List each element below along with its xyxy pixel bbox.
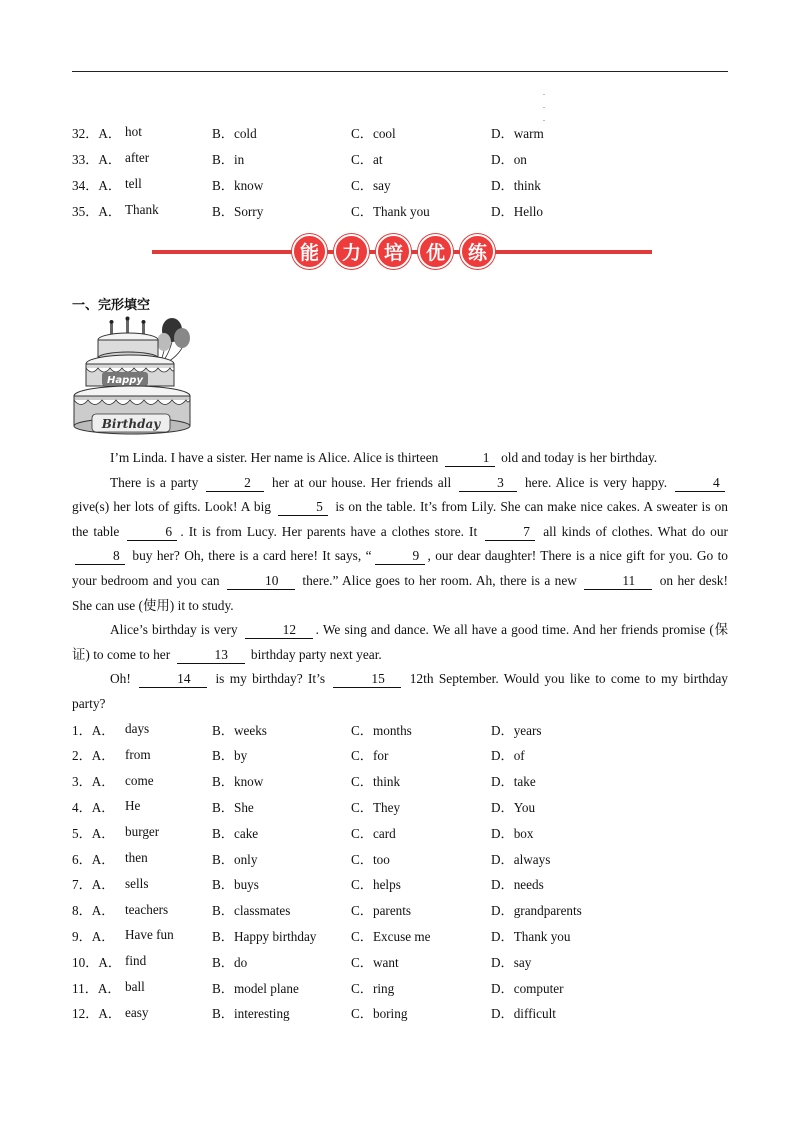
blank: 14 [139,671,207,688]
question-number: 2．A． [72,748,115,764]
question-row [72,796,728,816]
option-c: C．Excuse me [351,928,431,944]
passage-text: , our dear daughter! There is a nice gift for you. Go to your bedroom and you can [72,548,728,588]
blank: 5 [278,499,328,516]
option-a: from [125,746,151,762]
blank: 9 [375,548,425,565]
passage-text: old and today is her birthday. [501,450,658,465]
option-c: C．months [351,722,412,738]
passage-text: I’m Linda. I have a sister. Her name is Alice. Alice is thirteen [110,450,439,465]
option-c: C．boring [351,1006,408,1022]
option-b: B．only [212,851,258,867]
option-d: D．of [491,748,525,764]
question-row [72,745,728,765]
question-row [72,900,728,920]
question-row [72,1003,728,1023]
passage-text: is on the table. It’s from Lily. She can make nice cakes. A sweater is on the table [72,499,728,539]
option-b: B．classmates [212,903,291,919]
option-d: D．on [491,151,527,167]
option-a: He [125,798,141,814]
cake-bottom-text: Birthday [101,417,161,431]
option-a: Have fun [125,927,174,943]
option-d: D．think [491,177,541,193]
passage-text: birthday party next year. [250,646,382,662]
blank: 8 [75,548,125,565]
passage-text: is my birthday? It’s [215,671,326,687]
question-row [72,977,728,997]
option-d: D．always [491,851,551,867]
option-c: C．card [351,825,396,841]
option-a: then [125,850,148,865]
banner-char: 培 [376,234,411,269]
option-c: C．They [351,799,401,815]
option-d: D．grandparents [491,903,582,919]
question-number: 3．A． [72,774,115,790]
blank: 12 [245,622,313,639]
passage-text: her at our house. Her friends all [272,474,452,490]
question-row [72,822,728,842]
blank: 15 [333,671,401,688]
option-c: C．want [351,954,399,970]
paragraph [72,667,728,716]
passage-text: give(s) her lots of gifts. Look! A big [72,499,271,515]
blank: 13 [177,647,245,664]
option-c: C．parents [351,903,412,919]
ability-banner [152,234,652,270]
question-number: 11．A． [72,980,121,996]
option-b: B．in [212,151,245,167]
option-a: tell [125,176,142,191]
option-b: B．Sorry [212,203,264,219]
passage-text: buy her? Oh, there is a card here! It says, “ [132,548,372,564]
option-a: sells [125,875,149,891]
option-d: D．warm [491,125,544,141]
passage-text: here. Alice is very happy. [524,474,668,490]
question-row [72,925,728,945]
option-a: ball [125,979,145,994]
option-b: B．buys [212,877,259,893]
option-d: D．You [491,799,536,815]
option-c: C．at [351,151,383,167]
banner-char: 练 [460,234,495,269]
section-title: 一、完形填空 [72,298,151,313]
option-c: C．Thank you [351,203,430,219]
option-c: C．cool [351,125,396,141]
option-b: B．cake [212,825,259,841]
header-rule [72,71,728,72]
option-a: teachers [125,901,169,917]
question-row [72,122,728,142]
paragraph [72,471,728,619]
blank: 11 [584,573,652,590]
question-row [72,719,728,739]
question-row [72,848,728,868]
question-number: 34．A． [72,177,122,193]
question-row [72,148,728,168]
option-b: B．interesting [212,1006,290,1022]
question-row [72,200,728,220]
passage-text: 12th September. Would you like to come to my birthday party? [72,671,728,711]
blank: 3 [459,475,517,492]
option-b: B．Happy birthday [212,928,317,944]
option-c: C．ring [351,980,395,996]
option-d: D．Hello [491,203,544,219]
option-b: B．weeks [212,722,267,738]
question-number: 10．A． [72,954,122,970]
option-c: C．too [351,851,390,867]
question-row [72,951,728,971]
passage-text: . We sing and dance. We all have a good time. And her friends promise (保证) to come to her [72,622,728,662]
passage-text: on her desk! She can use (使用) it to study. [72,572,728,613]
option-d: D．say [491,954,532,970]
question-number: 4．A． [72,799,115,815]
option-c: C．think [351,774,401,790]
option-c: C．helps [351,877,401,893]
option-d: D．years [491,722,542,738]
question-row [72,771,728,791]
banner-char: 能 [292,234,327,269]
passage-text: There is a party [110,474,199,490]
question-row [72,174,728,194]
option-a: find [125,953,147,969]
passage-text: Oh! [110,671,131,687]
option-a: after [125,150,150,165]
blank: 10 [227,573,295,590]
question-number: 5．A． [72,825,115,841]
header-marks: . . . [543,88,545,123]
question-number: 1．A． [72,722,115,738]
question-number: 9．A． [72,928,115,944]
option-a: easy [125,1004,149,1020]
passage-text: there.” Alice goes to her room. Ah, there is a new [302,572,577,588]
question-number: 7．A． [72,877,115,893]
cake-top-text: Happy [107,375,143,386]
question-row [72,874,728,894]
option-a: Thank [125,202,159,217]
option-d: D．take [491,774,536,790]
option-c: C．say [351,177,391,193]
blank: 7 [485,524,535,541]
paragraph [72,618,728,667]
question-number: 6．A． [72,851,115,867]
banner-char: 力 [334,234,369,269]
option-a: hot [125,124,142,139]
paragraph [72,446,728,471]
blank: 1 [445,450,495,467]
option-b: B．know [212,774,264,790]
option-b: B．model plane [212,980,299,996]
option-b: B．know [212,177,264,193]
passage-text: . It is from Lucy. Her parents have a clothes store. It [180,523,478,539]
blank: 2 [206,475,264,492]
birthday-cake-image [72,316,196,440]
banner-char: 优 [418,234,453,269]
question-number: 35．A． [72,203,122,219]
banner-badges [292,234,495,269]
option-b: B．by [212,748,248,764]
option-a: burger [125,824,160,840]
blank: 6 [127,524,177,541]
option-d: D．box [491,825,534,841]
option-a: days [125,721,150,736]
option-d: D．Thank you [491,928,571,944]
option-b: B．cold [212,125,257,141]
cloze-passage [72,446,728,717]
option-d: D．needs [491,877,544,893]
question-number: 8．A． [72,903,115,919]
passage-text: all kinds of clothes. What do our [543,523,728,539]
option-d: D．computer [491,980,564,996]
option-a: come [125,772,154,788]
option-d: D．difficult [491,1006,556,1022]
question-number: 32．A． [72,125,122,141]
option-b: B．do [212,954,248,970]
passage-text: Alice’s birthday is very [110,622,238,638]
question-number: 33．A． [72,151,122,167]
question-number: 12．A． [72,1006,122,1022]
option-c: C．for [351,748,389,764]
blank: 4 [675,475,725,492]
option-b: B．She [212,799,254,815]
